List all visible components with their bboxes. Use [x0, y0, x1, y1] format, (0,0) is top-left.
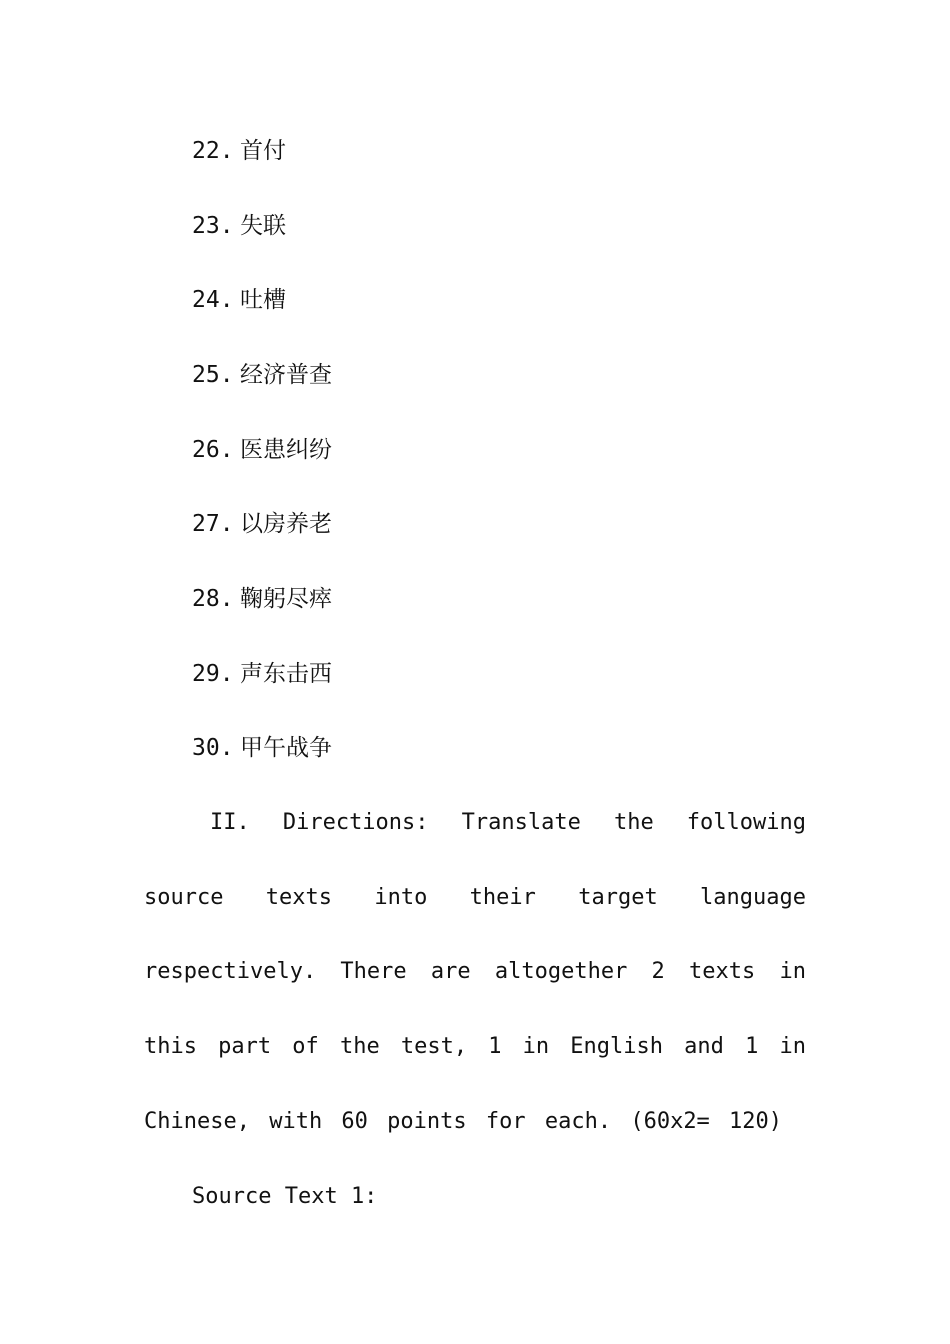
list-item	[192, 136, 286, 166]
item-number: 24.	[192, 287, 234, 313]
item-term: 鞠躬尽瘁	[240, 586, 332, 612]
directions-paragraph: II. Directions: Translate the following source texts into their target language respectively. There are altogether 2 texts in this part of the test, 1 in English and 1 in Chinese, with 60 points for each. (60x2= 120)	[144, 810, 806, 1134]
item-term: 甲午战争	[240, 735, 332, 761]
source-text-label: Source Text 1:	[192, 1184, 378, 1209]
list-item	[192, 435, 332, 465]
item-term: 经济普查	[240, 362, 332, 388]
list-item	[192, 584, 332, 614]
list-item	[192, 211, 286, 241]
list-item	[192, 360, 332, 390]
item-term: 首付	[240, 138, 286, 164]
item-term: 失联	[240, 213, 286, 239]
item-term: 声东击西	[240, 661, 332, 687]
item-number: 28.	[192, 586, 234, 612]
list-item	[192, 285, 286, 315]
list-item	[192, 509, 332, 539]
list-item	[192, 659, 332, 689]
item-number: 23.	[192, 213, 234, 239]
item-term: 医患纠纷	[240, 437, 332, 463]
list-item	[192, 733, 332, 763]
item-number: 25.	[192, 362, 234, 388]
item-number: 29.	[192, 661, 234, 687]
item-term: 以房养老	[240, 511, 332, 537]
item-number: 22.	[192, 138, 234, 164]
item-number: 30.	[192, 735, 234, 761]
item-term: 吐槽	[240, 287, 286, 313]
item-number: 27.	[192, 511, 234, 537]
item-number: 26.	[192, 437, 234, 463]
